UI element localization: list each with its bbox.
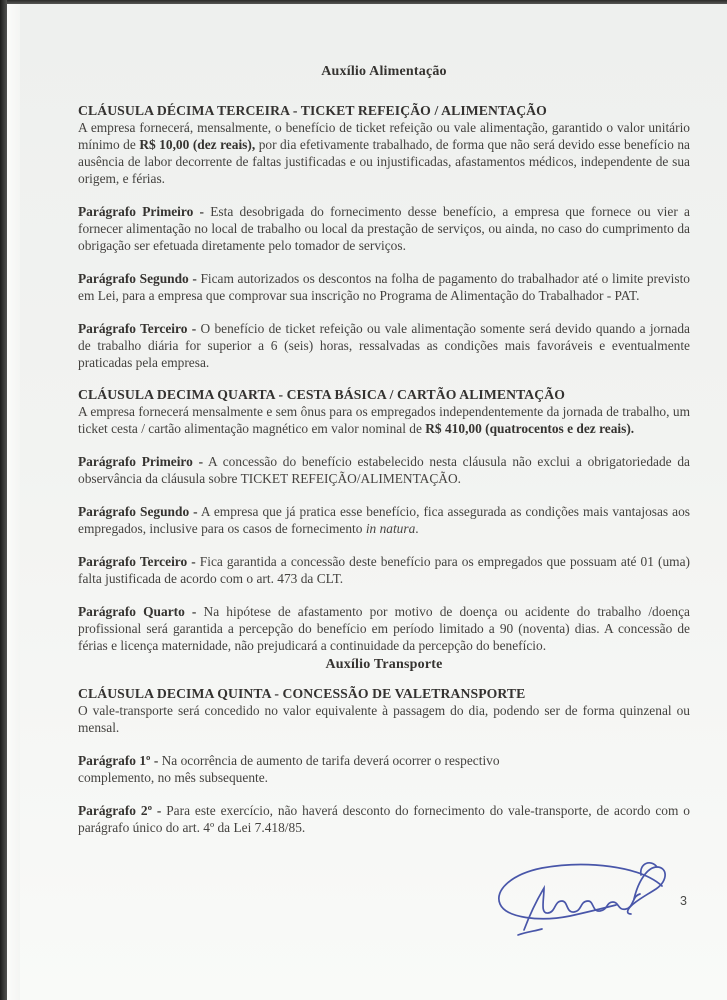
clause-15-paragraph-2-text: Para este exercício, não haverá desconto do fornecimento do vale-transporte, de acordo com o parágrafo único do art. 4º da Lei 7.418/85. — [78, 803, 690, 835]
clause-13-paragraph-3 — [78, 320, 690, 371]
clause-14-paragraph-1-text: A concessão do benefício estabelecido nesta cláusula não exclui a obrigatoriedade da observância da cláusula sobre TICKET REFEIÇÃO/ALIMENTAÇÃO. — [78, 454, 690, 486]
clause-14-paragraph-3-lead: Parágrafo Terceiro - — [78, 554, 196, 569]
clause-13-paragraph-1-text: Esta desobrigada do fornecimento desse benefício, a empresa que fornece ou vier a fornecer alimentação no local de trabalho ou local da prestação de serviços, ou ainda, no caso do cumprimento da obrigação ser efetuada diretamente pelo tomador de serviços. — [78, 204, 690, 253]
scan-edge-left — [0, 0, 7, 1000]
clause-14-body-bold-value: R$ 410,00 (quatrocentos e dez reais). — [425, 421, 635, 436]
signature-area — [78, 852, 690, 962]
section-title-auxilio-transporte: Auxílio Transporte — [325, 657, 443, 672]
clause-14-paragraph-3-text: Fica garantida a concessão deste benefício para os empregados que possuam até 01 (uma) falta justificada de acordo com o art. 473 da CLT. — [78, 554, 690, 586]
clause-14-body-text: A empresa fornecerá mensalmente e sem ônus para os empregados independentemente da jornada de trabalho, um ticket cesta / cartão alimentação magnético em valor nominal de — [78, 404, 690, 436]
clause-14-paragraph-4-text: Na hipótese de afastamento por motivo de doença ou acidente do trabalho /doença profissional será garantida a percepção do benefício em período limitado a 90 (noventa) dias. A concessão de férias e licença maternidade, não prejudicará a continuidade da percepção do benefício. — [78, 604, 690, 653]
clause-13-paragraph-3-text: O benefício de ticket refeição ou vale alimentação somente será devido quando a jornada de trabalho diária for superior a 6 (seis) horas, ressalvadas as condições mais favoráveis e eventualmente praticadas pela empresa. — [78, 321, 690, 370]
clause-13-body-bold-value: R$ 10,00 (dez reais), — [139, 137, 256, 152]
handwritten-signature — [490, 858, 680, 944]
clause-14-paragraph-1-lead: Parágrafo Primeiro - — [78, 454, 204, 469]
clause-13-paragraph-1-lead: Parágrafo Primeiro - — [78, 204, 204, 219]
paper-edge — [7, 4, 20, 1000]
page-number: 3 — [680, 894, 687, 908]
clause-14-paragraph-2-lead: Parágrafo Segundo - — [78, 504, 198, 519]
clause-14-heading: CLÁUSULA DECIMA QUARTA - CESTA BÁSICA / CARTÃO ALIMENTAÇÃO — [78, 387, 566, 402]
clause-15-heading: CLÁUSULA DECIMA QUINTA - CONCESSÃO DE VALETRANSPORTE — [78, 686, 526, 701]
clause-13-paragraph-1 — [78, 203, 690, 254]
clause-14-paragraph-3 — [78, 553, 690, 587]
clause-15-paragraph-1 — [78, 752, 690, 786]
clause-13-heading: CLÁUSULA DÉCIMA TERCEIRA - TICKET REFEIÇÃO / ALIMENTAÇÃO — [78, 103, 547, 118]
clause-14-paragraph-4-lead: Parágrafo Quarto - — [78, 604, 197, 619]
clause-14-paragraph-2-text: A empresa que já pratica esse benefício, fica assegurada as condições mais vantajosas aos empregados, inclusive para os casos de fornecimento — [78, 504, 690, 536]
clause-14-paragraph-2 — [78, 503, 690, 537]
clause-14-body — [78, 403, 690, 437]
scan-edge-top — [0, 0, 727, 4]
clause-13-body — [78, 119, 690, 187]
clause-13-body-text-cont: por dia efetivamente trabalhado, de forma que não será devido esse benefício na ausência de labor decorrente de faltas justificadas e ou injustificadas, afastamentos médicos, independente de sua origem, e férias. — [78, 137, 690, 186]
clause-14-paragraph-2-italic: in natura — [365, 521, 416, 536]
clause-13-paragraph-3-lead: Parágrafo Terceiro - — [78, 321, 197, 336]
clause-15-paragraph-2-lead: Parágrafo 2º - — [78, 803, 162, 818]
clause-13-paragraph-2-lead: Parágrafo Segundo - — [78, 271, 197, 286]
section-title-auxilio-alimentacao: Auxílio Alimentação — [321, 64, 447, 79]
clause-15-paragraph-1-line2: complemento, no mês subsequente. — [78, 770, 269, 785]
clause-13-paragraph-2 — [78, 270, 690, 304]
clause-15-paragraph-2 — [78, 802, 690, 836]
page-content — [78, 64, 690, 962]
clause-14-paragraph-1 — [78, 453, 690, 487]
clause-13-paragraph-2-text: Ficam autorizados os descontos na folha de pagamento do trabalhador até o limite previsto em Lei, para a empresa que comprovar sua inscrição no Programa de Alimentação do Trabalhador - PAT. — [78, 271, 690, 303]
clause-13-body-text: A empresa fornecerá, mensalmente, o benefício de ticket refeição ou vale alimentação, garantido o valor unitário mínimo de — [78, 120, 690, 152]
clause-14-paragraph-4 — [78, 603, 690, 654]
clause-15-paragraph-1-line1: Na ocorrência de aumento de tarifa deverá ocorrer o respectivo — [158, 753, 500, 768]
clause-15-body: O vale-transporte será concedido no valor equivalente à passagem do dia, podendo ser de forma quinzenal ou mensal. — [78, 703, 690, 735]
clause-14-paragraph-2-period: . — [415, 521, 419, 536]
clause-15-paragraph-1-lead: Parágrafo 1º - — [78, 753, 159, 768]
